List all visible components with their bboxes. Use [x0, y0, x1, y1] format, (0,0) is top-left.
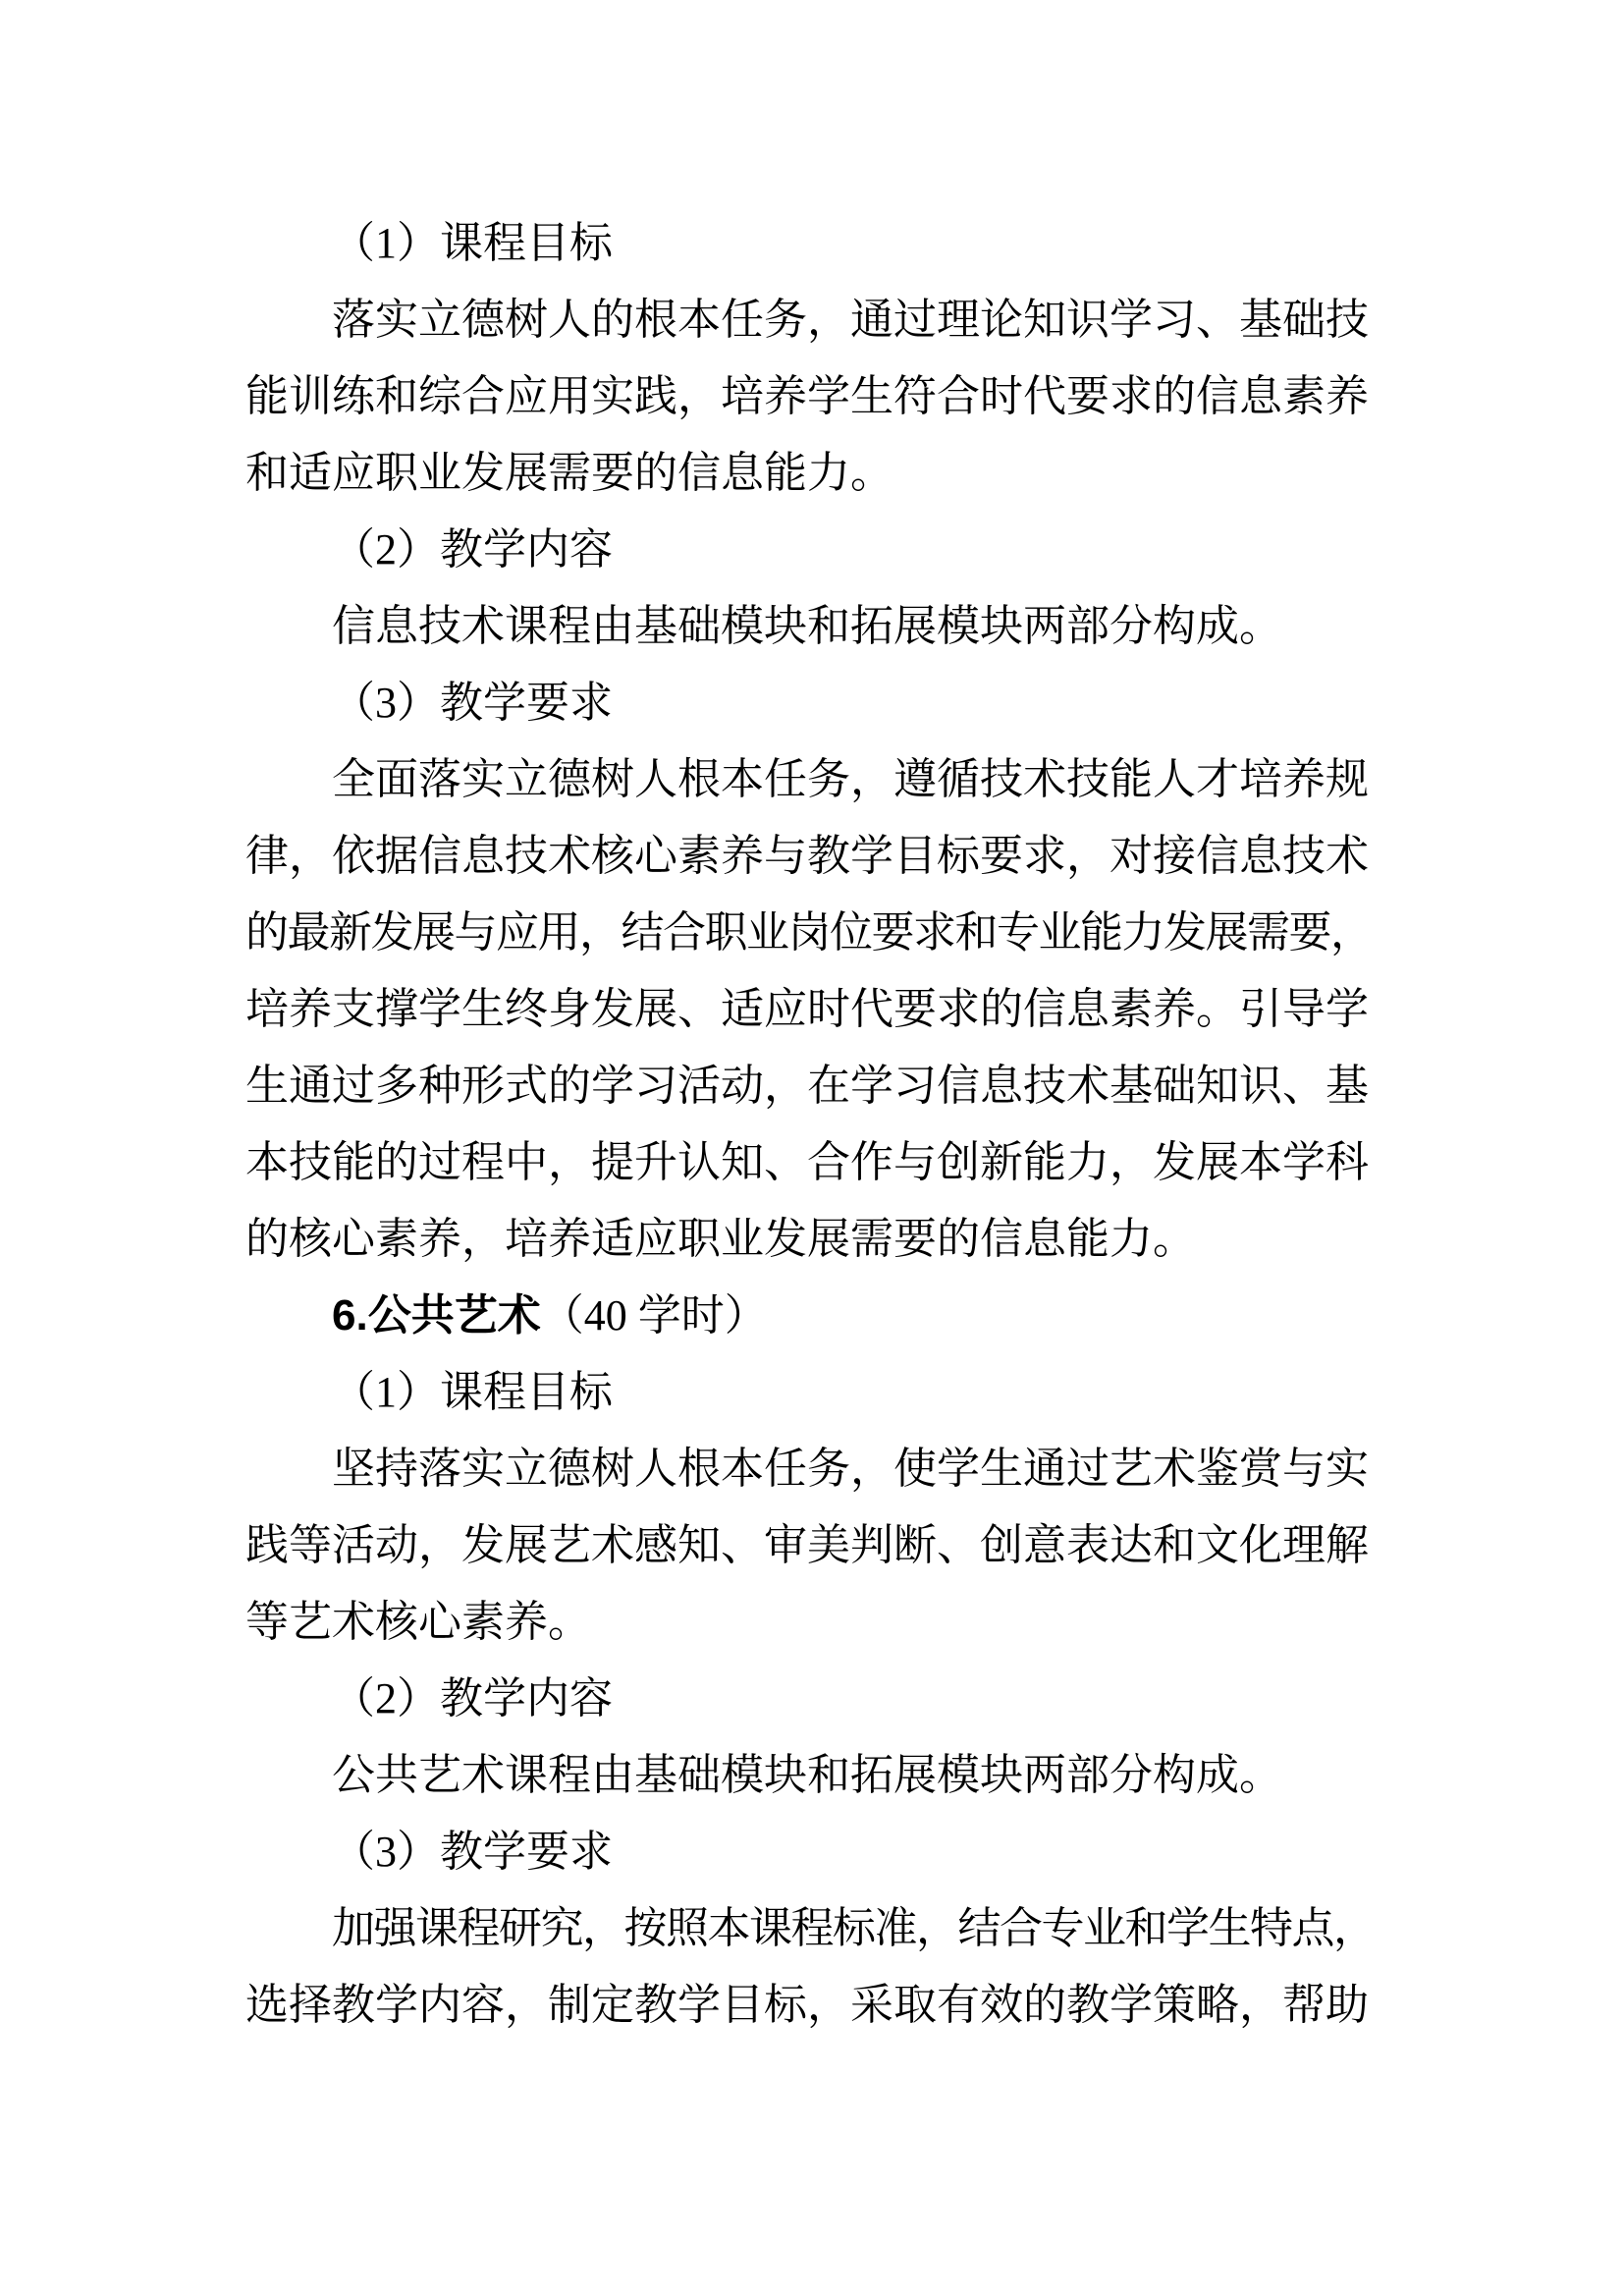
text-segment: （3）教学要求	[332, 679, 613, 727]
text-segment: 全面落实立德树人根本任务，遵循技术技能人才培养规	[332, 755, 1369, 803]
text-segment: （40 学时）	[540, 1291, 768, 1339]
body-line	[245, 1507, 1378, 1584]
text-segment: （1）课程目标	[332, 1368, 613, 1416]
course-heading-public-art	[245, 1278, 1378, 1354]
body-line	[245, 435, 1378, 512]
text-segment: 和适应职业发展需要的信息能力。	[245, 449, 893, 497]
body-line	[245, 282, 1378, 358]
bold-text-segment: 6.公共艺术	[332, 1291, 541, 1339]
text-segment: （1）课程目标	[332, 219, 613, 267]
body-line	[245, 1584, 1378, 1661]
body-line	[245, 971, 1378, 1048]
text-segment: 的最新发展与应用，结合职业岗位要求和专业能力发展需要，	[245, 908, 1373, 957]
body-line	[245, 1124, 1378, 1201]
section-heading-course-goal	[245, 1354, 1378, 1431]
text-segment: 的核心素养，培养适应职业发展需要的信息能力。	[245, 1215, 1196, 1263]
text-segment: （2）教学内容	[332, 525, 613, 574]
text-segment: 选择教学内容，制定教学目标，采取有效的教学策略，帮助	[245, 1981, 1369, 2029]
body-line	[245, 1431, 1378, 1507]
body-line	[245, 1048, 1378, 1124]
text-segment: （2）教学内容	[332, 1674, 613, 1722]
text-segment: 落实立德树人的根本任务，通过理论知识学习、基础技	[332, 296, 1369, 344]
body-line	[245, 895, 1378, 971]
text-segment: 坚持落实立德树人根本任务，使学生通过艺术鉴赏与实	[332, 1445, 1369, 1493]
document-text-block	[245, 205, 1378, 2044]
body-line	[245, 1201, 1378, 1278]
body-line	[245, 1967, 1378, 2044]
body-line	[245, 358, 1378, 435]
section-heading-teaching-content	[245, 1661, 1378, 1737]
section-heading-teaching-content	[245, 512, 1378, 588]
body-line	[245, 1737, 1378, 1814]
text-segment: 生通过多种形式的学习活动，在学习信息技术基础知识、基	[245, 1062, 1369, 1110]
section-heading-teaching-requirements	[245, 665, 1378, 741]
section-heading-course-goal	[245, 205, 1378, 282]
text-segment: 能训练和综合应用实践，培养学生符合时代要求的信息素养	[245, 372, 1369, 420]
body-line	[245, 741, 1378, 818]
text-segment: 加强课程研究，按照本课程标准，结合专业和学生特点，	[332, 1904, 1376, 1952]
section-heading-teaching-requirements	[245, 1814, 1378, 1890]
body-line	[245, 818, 1378, 895]
text-segment: 等艺术核心素养。	[245, 1598, 591, 1646]
body-line	[245, 1890, 1378, 1967]
text-segment: 公共艺术课程由基础模块和拓展模块两部分构成。	[332, 1751, 1282, 1799]
body-line	[245, 588, 1378, 665]
text-segment: 信息技术课程由基础模块和拓展模块两部分构成。	[332, 602, 1282, 650]
text-segment: 律，依据信息技术核心素养与教学目标要求，对接信息技术	[245, 832, 1369, 880]
text-segment: 践等活动，发展艺术感知、审美判断、创意表达和文化理解	[245, 1521, 1369, 1569]
text-segment: 培养支撑学生终身发展、适应时代要求的信息素养。引导学	[245, 985, 1369, 1033]
text-segment: （3）教学要求	[332, 1828, 613, 1876]
text-segment: 本技能的过程中，提升认知、合作与创新能力，发展本学科	[245, 1138, 1369, 1186]
